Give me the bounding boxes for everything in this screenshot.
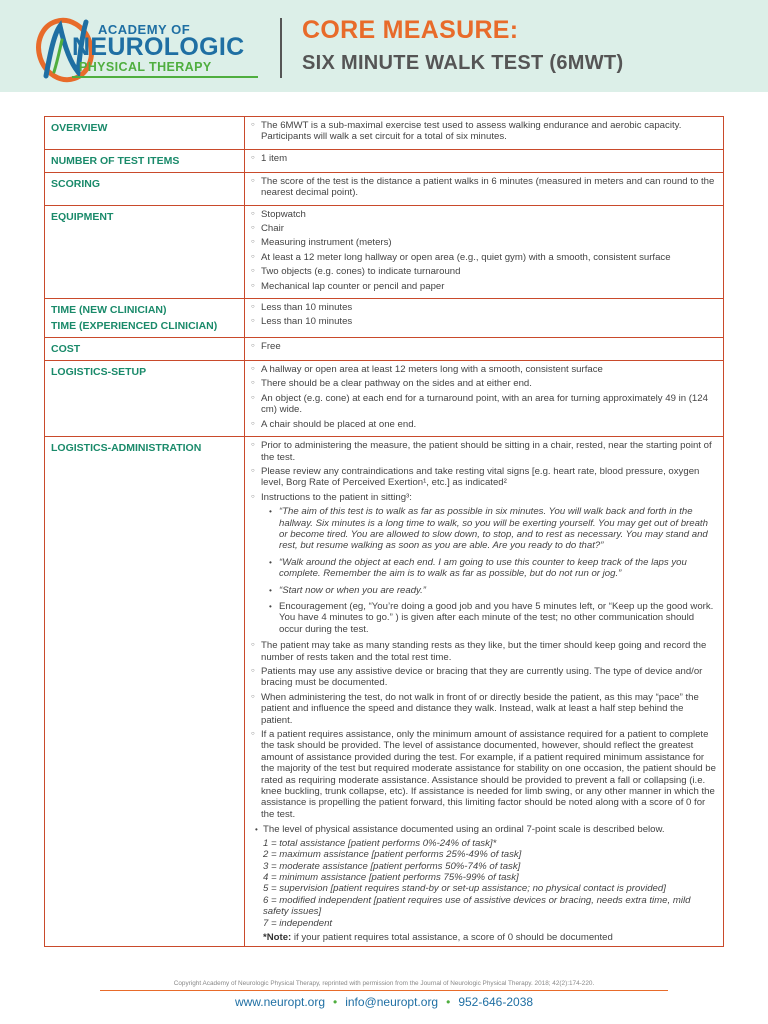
- scale-item: 3 = moderate assistance [patient performs 50%-74% of task]: [263, 860, 521, 872]
- row-time: [45, 299, 724, 338]
- list-item: ○ The patient may take as many standing rests as they like, but the timer should keep going and record the number of rests taken and the total rest time.: [251, 640, 717, 663]
- assistance-scale-intro: • The level of physical assistance documented using an ordinal 7-point scale is described below.: [251, 824, 717, 835]
- instruction-item: • “The aim of this test is to walk as far as possible in six minutes. You will walk back and forth in the hallway. Six minutes is a long time to walk, so you will be exerting yourself. You may get out of breath or become tired. You are allowed to slow down, to stop, and to rest as necessary. You may stand and rest, but resume walking as soon as you are able. Are you ready to do that?”: [269, 506, 717, 552]
- assistance-scale: [251, 824, 717, 943]
- time-value: [245, 299, 724, 338]
- row-cost: [45, 338, 724, 361]
- note-label: *Note:: [263, 931, 292, 943]
- page-subtitle: SIX MINUTE WALK TEST (6MWT): [302, 52, 624, 74]
- scale-item: 5 = supervision [patient requires stand-by or set-up assistance; no physical contact is provided]: [263, 883, 666, 895]
- assistance-scale-list: [263, 838, 717, 929]
- instructions-heading: Instructions to the patient in sitting³:: [261, 491, 412, 503]
- scale-item: 4 = minimum assistance [patient performs 75%-99% of task]: [263, 871, 519, 883]
- time-new-clinician-label: TIME (NEW CLINICIAN): [51, 304, 167, 317]
- scoring-label: SCORING: [45, 172, 245, 205]
- core-measure-table: [44, 116, 724, 947]
- instruction-item: • “Start now or when you are ready.”: [269, 585, 717, 596]
- note-text: if your patient requires total assistance, a score of 0 should be documented: [291, 931, 613, 943]
- logistics-setup-label: LOGISTICS-SETUP: [45, 361, 245, 437]
- footer-divider: [100, 990, 668, 991]
- overview-value: [245, 117, 724, 150]
- separator-dot: •: [333, 995, 338, 1009]
- list-item: ○ The score of the test is the distance a patient walks in 6 minutes (measured in meters and can round to the nearest decimal point).: [251, 176, 717, 199]
- scale-item: 1 = total assistance [patient performs 0%-24% of task]*: [263, 837, 497, 849]
- instruction-item: • “Walk around the object at each end. I am going to use this counter to keep track of the laps you complete. Remember the aim is to walk as far as possible, but do not run or jog.”: [269, 557, 717, 580]
- separator-dot: •: [446, 995, 451, 1009]
- row-overview: [45, 117, 724, 150]
- scale-item: 2 = maximum assistance [patient performs 25%-49% of task]: [263, 849, 522, 861]
- logistics-setup-value: [245, 361, 724, 437]
- list-item: ○ Patients may use any assistive device or bracing that they are currently using. The type of device and/or bracing must be documented.: [251, 666, 717, 689]
- page-title: CORE MEASURE:: [302, 16, 519, 44]
- list-item: ○ Please review any contraindications and take resting vital signs [e.g. heart rate, blood pressure, oxygen level, Borg Rate of Perceived Exertion¹, etc.] as indicated²: [251, 466, 717, 489]
- page-header: [0, 0, 768, 92]
- list-item: ○ An object (e.g. cone) at each end for a turnaround point, with an area for turning approximately 49 in (124 cm) wide.: [251, 393, 717, 416]
- list-item: ○ 1 item: [251, 153, 717, 164]
- cost-label: COST: [45, 338, 245, 361]
- list-item: ○ At least a 12 meter long hallway or open area (e.g., quiet gym) with a smooth, consistent surface: [251, 252, 717, 263]
- assistance-note: [251, 932, 717, 943]
- equipment-value: [245, 205, 724, 298]
- logo-line-1: ACADEMY OF: [98, 22, 191, 37]
- scale-item: 7 = independent: [263, 917, 333, 929]
- phone-number: 952-646-2038: [458, 995, 534, 1009]
- cost-value: [245, 338, 724, 361]
- list-item: ○ There should be a clear pathway on the sides and at either end.: [251, 378, 717, 389]
- list-item: ○ Chair: [251, 223, 717, 234]
- row-scoring: [45, 172, 724, 205]
- list-item: ○ A chair should be placed at one end.: [251, 419, 717, 430]
- overview-label: OVERVIEW: [45, 117, 245, 150]
- row-logistics-setup: [45, 361, 724, 437]
- logistics-administration-value: [245, 437, 724, 947]
- logistics-administration-label: LOGISTICS-ADMINISTRATION: [45, 437, 245, 947]
- list-item: ○ The 6MWT is a sub-maximal exercise test used to assess walking endurance and aerobic capacity. Participants will walk a set circuit for a total of six minutes.: [251, 120, 717, 143]
- list-item: ○ Less than 10 minutes: [251, 302, 717, 313]
- list-item: ○ Stopwatch: [251, 209, 717, 220]
- copyright-notice: Copyright Academy of Neurologic Physical Therapy, reprinted with permission from the Journal of Neurologic Physical Therapy. 2018; 42(2):174-220.: [173, 980, 595, 987]
- email-link[interactable]: info@neuropt.org: [345, 995, 439, 1009]
- row-number-of-test-items: [45, 149, 724, 172]
- list-item: ○ Prior to administering the measure, the patient should be sitting in a chair, rested, near the starting point of the test.: [251, 440, 717, 463]
- list-item: ○ When administering the test, do not walk in front of or directly beside the patient, as this may “pace” the patient and influence the speed and distance they walk. Instead, walk at least a half step behind the patient.: [251, 692, 717, 726]
- website-link[interactable]: www.neuropt.org: [234, 995, 325, 1009]
- logo-line-2: NEUROLOGIC: [72, 33, 245, 61]
- number-of-test-items-label: NUMBER OF TEST ITEMS: [45, 149, 245, 172]
- footer-contact: [0, 995, 768, 1009]
- instruction-item: • Encouragement (eg, “You’re doing a good job and you have 5 minutes left, or “Keep up the good work. You have 4 minutes to go.” ) is given after each minute of the test; no other communication should occur during the test.: [269, 601, 717, 635]
- equipment-label: EQUIPMENT: [45, 205, 245, 298]
- list-item: ○ Less than 10 minutes: [251, 316, 717, 327]
- list-item: ○ Two objects (e.g. cones) to indicate turnaround: [251, 266, 717, 277]
- list-item: ○ A hallway or open area at least 12 meters long with a smooth, consistent surface: [251, 364, 717, 375]
- logo-line-3: PHYSICAL THERAPY: [79, 60, 212, 74]
- logo-underline: [72, 76, 258, 78]
- list-item: ○ Mechanical lap counter or pencil and paper: [251, 281, 717, 292]
- scoring-value: [245, 172, 724, 205]
- scale-item: 6 = modified independent [patient requires use of assistive devices or bracing, needs extra time, mild safety issues]: [263, 894, 691, 918]
- list-item: [251, 492, 717, 635]
- time-label: [45, 299, 245, 338]
- time-experienced-clinician-label: TIME (EXPERIENCED CLINICIAN): [51, 320, 218, 333]
- list-item: ○ Free: [251, 341, 717, 352]
- header-divider: [280, 18, 282, 78]
- row-equipment: [45, 205, 724, 298]
- number-of-test-items-value: [245, 149, 724, 172]
- list-item: ○ Measuring instrument (meters): [251, 237, 717, 248]
- list-item: ○ If a patient requires assistance, only the minimum amount of assistance required for a patient to complete the task should be provided. The level of assistance documented, however, should reflect the greatest amount of assistance provided during the test. For example, if a patient required minimum assistance for the majority of the test but required moderate assistance for stability on one occasion, the patient should be rated as requiring moderate assistance. Assistance should be provided to prevent a fall or collapsing (i.e. knee buckling, trunk collapse, etc). If assistance is needed for limb swing, or any other manner in which the assistance is propelling the patient forward, this limiting factor should be noted along with a score of 0 for the test.: [251, 729, 717, 820]
- row-logistics-administration: [45, 437, 724, 947]
